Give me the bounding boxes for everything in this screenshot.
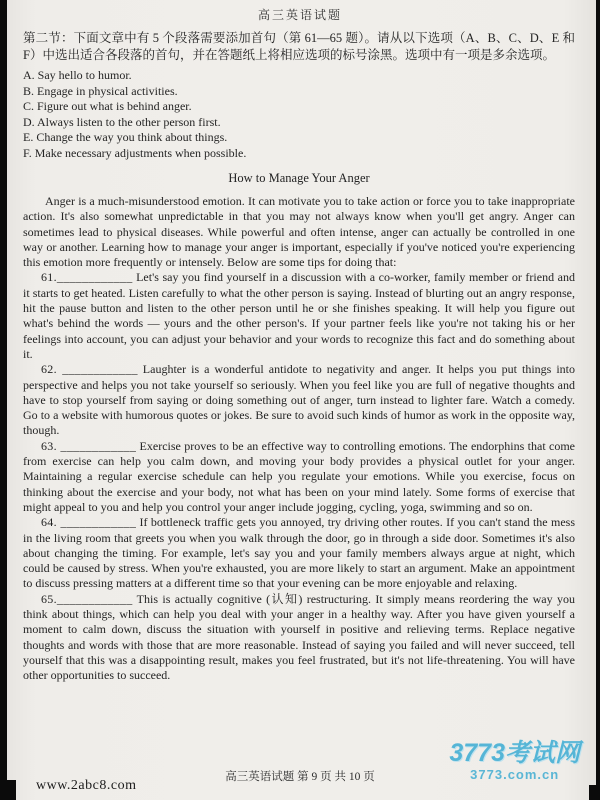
scan-edge-left <box>0 0 7 800</box>
blank-62: 62. ____________ <box>41 362 138 377</box>
paragraph-64 <box>23 515 575 591</box>
options-list <box>23 68 575 161</box>
paragraph-63 <box>23 439 575 515</box>
paragraph-62-text: Laughter is a wonderful antidote to negativity and anger. It helps you put things into perspective and helps you not take yourself so seriously. When you feel like you are full of negative thoughts and have to stop yourself from saying or doing something out of anger, turn instead to lighter fare. Watch a comedy. Go to a website with humorous quotes or jokes. Be sure to avoid such kinds of humor as work in the opposite way, though. <box>23 362 575 438</box>
watermark-site-url: 3773.com.cn <box>470 767 560 783</box>
paragraph-65-text: This is actually cognitive (认知) restructuring. It simply means reordering the way you think about things, which can help you deal with your anger in a healthy way. After you have given yourself a moment to calm down, discuss the situation with yourself in positive and relieving terms. Replace negative thoughts and words with those that are more reasonable. Instead of saying you failed and will never succeed, tell yourself that this was a disappointing result, makes you feel frustrated, but it's not life-threatening. You will have other opportunities to succeed. <box>23 591 575 683</box>
paragraph-63-text: Exercise proves to be an effective way to controlling emotions. The endorphins that come from exercise can help you calm down, and moving your body provides a physical outlet for your anger. Maintaining a regular exercise schedule can help you regulate your emotions. While you exercise, focus on thinking about the exercise and your body, not what has been on your mind lately. Some forms of exercise that might appeal to you and help you control your anger include jogging, cycling, yoga, swimming and so on. <box>23 438 576 514</box>
paragraph-65 <box>23 592 575 684</box>
option-b: B. Engage in physical activities. <box>23 83 178 98</box>
scan-corner-bottom-right <box>589 785 600 800</box>
blank-61: 61.____________ <box>41 270 133 285</box>
blank-64: 64. ____________ <box>41 515 137 530</box>
option-c: C. Figure out what is behind anger. <box>23 99 192 113</box>
paragraph-61 <box>23 270 575 362</box>
footer-website: www.2abc8.com <box>36 778 137 793</box>
article-intro-paragraph: Anger is a much-misunderstood emotion. It can motivate you to take action or force you to take inappropriate action. It's also somewhat unpredictable in that you may not always know when you'll get angry. Anger can sometimes lead to physical diseases. While powerful and often intense, anger can actually be controlled in one way or another. Learning how to manage your anger is important, especially if you've noticed you're experiencing this emotion more frequently or intensely. Below are some tips for doing that: <box>23 194 575 270</box>
watermark-site-name: 3773考试网 <box>449 739 580 768</box>
paragraph-61-text: Let's say you find yourself in a discussion with a co-worker, family member or friend and it starts to get heated. Listen carefully to what the other person is saying. Instead of blurting out an angry response, hit the pause button and listen to the other person until he or she finishes speaking. It will help you figure out what's behind the words — yours and the other person's. If your partner feels like you're not taking his or her feelings into account, you can adjust your behavior and your words to recognize this fact and do something about it. <box>23 270 575 361</box>
paragraph-62 <box>23 362 575 438</box>
option-e: E. Change the way you think about things. <box>23 130 228 144</box>
page-header-title: 高三英语试题 <box>257 8 342 22</box>
option-d: D. Always listen to the other person first. <box>23 114 221 129</box>
section-instructions: 第二节：下面文章中有 5 个段落需要添加首句（第 61—65 题）。请从以下选项（A、B、C、D、E 和 F）中选出适合各段落的首句，并在答题纸上将相应选项的标号涂黑。选项中有一项是多余选项。 <box>23 31 575 62</box>
article-title: How to Manage Your Anger <box>228 171 370 185</box>
scan-edge-right <box>596 0 600 800</box>
blank-63: 63. ____________ <box>41 438 137 453</box>
page-footer-pagination: 高三英语试题 第 9 页 共 10 页 <box>225 771 375 783</box>
blank-65: 65.____________ <box>41 591 133 606</box>
paragraph-64-text: If bottleneck traffic gets you annoyed, try driving other routes. If you can't stand the mess in the living room that greets you when you walk through the door, go in through a side door. Sometimes it's also about changing the timing. For example, let's say you and your family members always argue at night, which could be caused by stress. When you're exhausted, you are more likely to start an argument. Make an appointment to discuss pressing matters at a different time so that your evening can be more enjoyable and relaxing. <box>23 515 575 591</box>
page-content <box>23 30 575 684</box>
option-a: A. Say hello to humor. <box>23 68 132 82</box>
option-f: F. Make necessary adjustments when possible. <box>23 145 247 160</box>
